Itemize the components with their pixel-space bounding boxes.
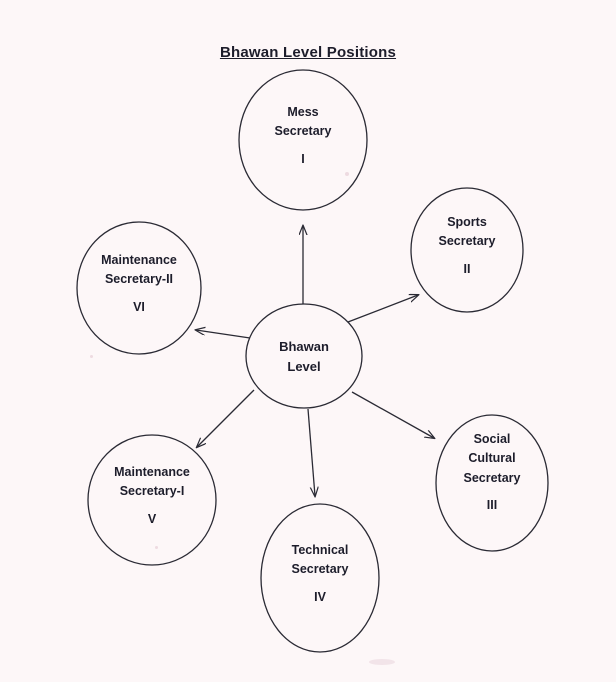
node-roman: VI <box>133 299 145 314</box>
node-line: Secretary <box>291 562 349 577</box>
node-technical-secretary[interactable] <box>261 504 379 652</box>
connector-bhawan-level-to-maintenance-secretary-2 <box>196 330 250 338</box>
page-title: Bhawan Level Positions <box>219 44 397 61</box>
node-social-cultural-secretary[interactable] <box>436 415 548 551</box>
node-mess-secretary[interactable] <box>239 70 367 210</box>
connector-group <box>196 226 434 496</box>
node-roman: I <box>301 151 305 166</box>
connector-bhawan-level-to-maintenance-secretary-1 <box>197 390 254 447</box>
node-roman: III <box>486 498 498 513</box>
node-line: Level <box>287 359 321 375</box>
node-line: Social <box>473 432 511 446</box>
node-bhawan-level[interactable] <box>246 304 362 408</box>
connector-bhawan-level-to-technical-secretary <box>308 409 315 496</box>
node-line: Secretary-II <box>104 272 174 287</box>
scan-speck <box>369 659 395 665</box>
node-line: Secretary-I <box>119 484 185 499</box>
node-line: Secretary <box>274 124 332 139</box>
node-roman: V <box>147 511 157 526</box>
node-line: Maintenance <box>114 465 190 479</box>
node-sports-secretary[interactable] <box>411 188 523 312</box>
node-line: Cultural <box>468 451 516 466</box>
node-line: Secretary <box>438 234 496 249</box>
node-maintenance-secretary-2[interactable] <box>77 222 201 354</box>
node-line: Sports <box>447 215 487 229</box>
connector-bhawan-level-to-social-cultural-secretary <box>352 392 434 438</box>
scan-speck <box>155 546 158 549</box>
node-roman: II <box>463 261 471 276</box>
node-line: Bhawan <box>279 339 329 354</box>
node-maintenance-secretary-1[interactable] <box>88 435 216 565</box>
connector-bhawan-level-to-sports-secretary <box>348 295 418 322</box>
node-line: Secretary <box>463 470 521 485</box>
node-line: Maintenance <box>101 253 177 267</box>
scan-speck <box>345 172 349 176</box>
node-line: Mess <box>287 105 319 119</box>
node-roman: IV <box>314 589 326 604</box>
node-line: Technical <box>291 543 349 557</box>
scan-speck <box>90 355 93 358</box>
